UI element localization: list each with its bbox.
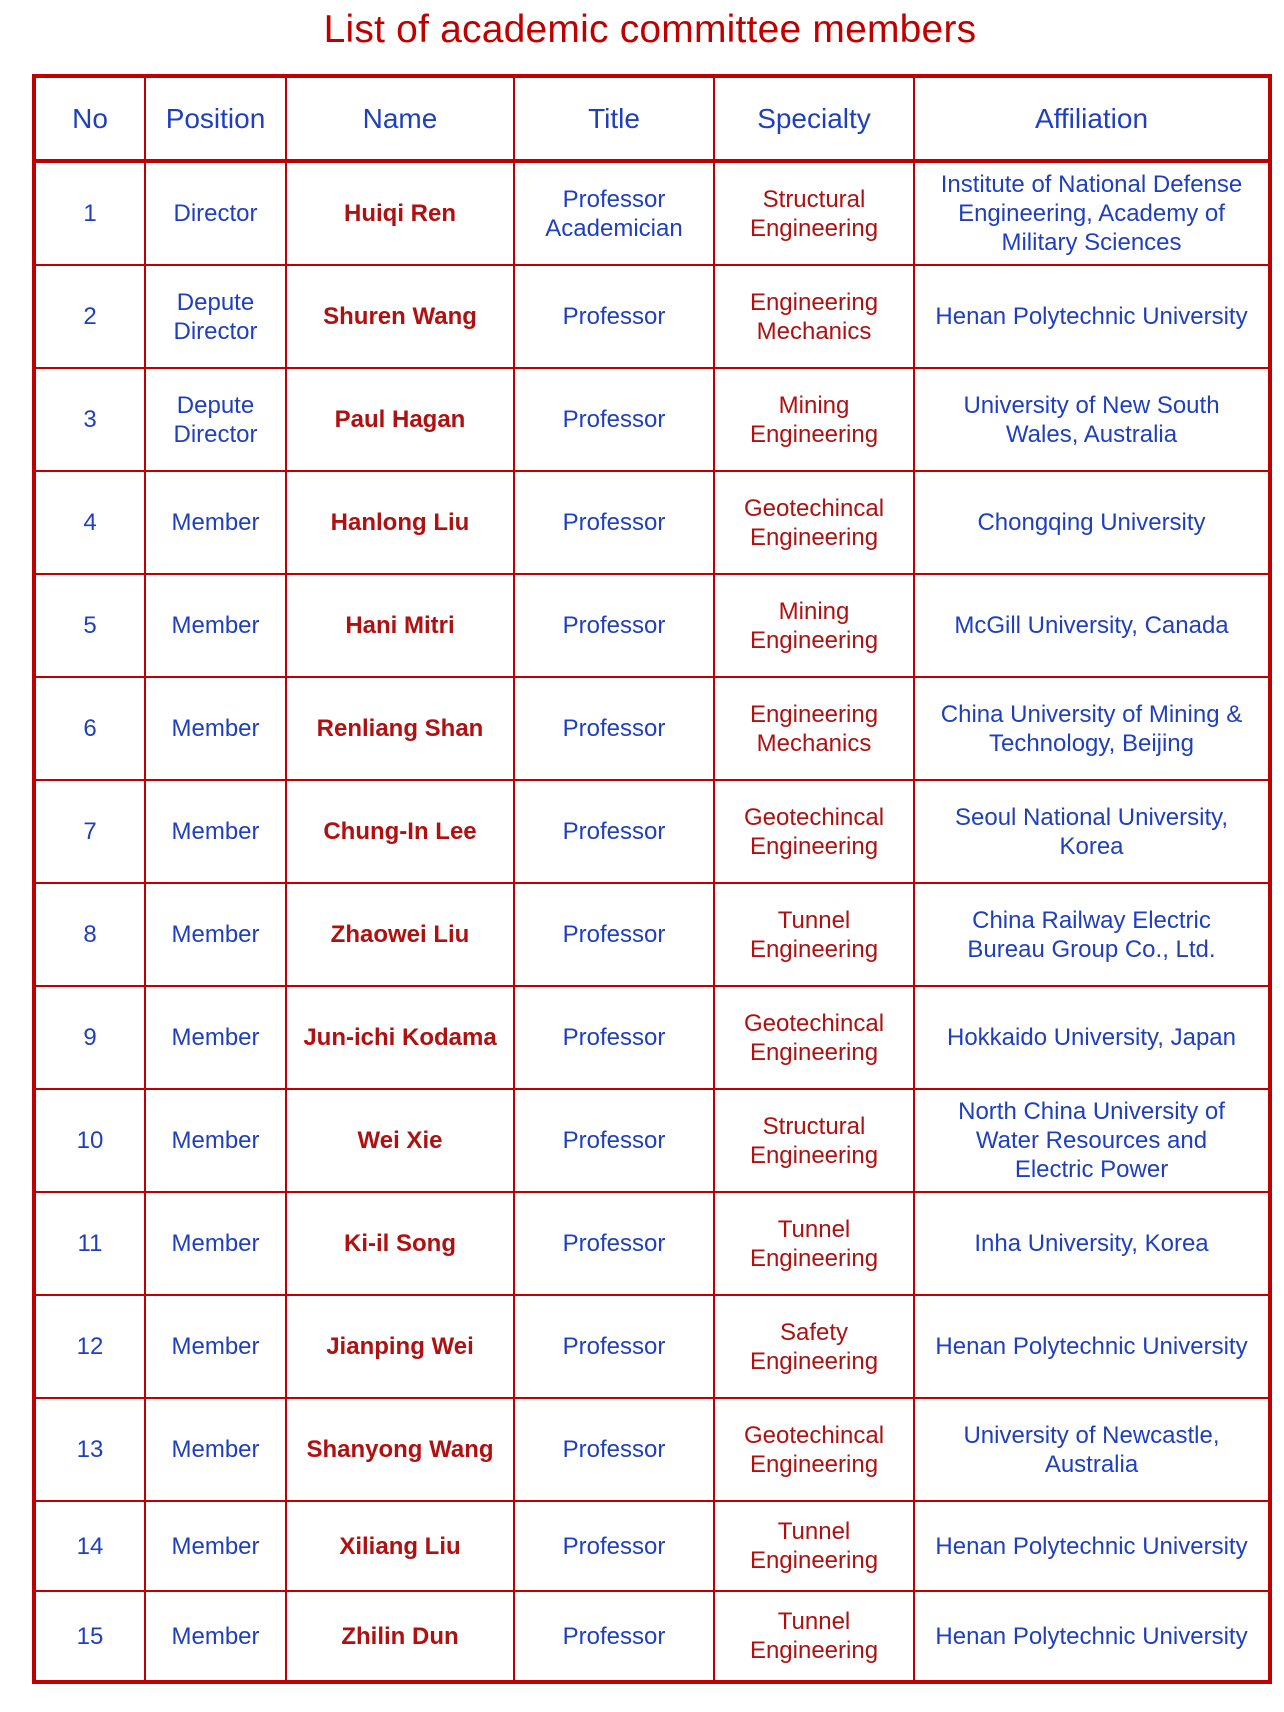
member-name: Zhilin Dun: [286, 1591, 514, 1682]
member-position: Member: [145, 986, 286, 1089]
member-no: 11: [34, 1192, 145, 1295]
member-affiliation: Henan Polytechnic University: [914, 265, 1270, 368]
member-no: 14: [34, 1501, 145, 1591]
member-affiliation: Hokkaido University, Japan: [914, 986, 1270, 1089]
member-title: Professor: [514, 1295, 714, 1398]
table-row: [34, 677, 1270, 780]
member-specialty: Tunnel Engineering: [714, 883, 914, 986]
member-affiliation: University of New South Wales, Australia: [914, 368, 1270, 471]
member-title: Professor: [514, 1591, 714, 1682]
member-specialty: Engineering Mechanics: [714, 265, 914, 368]
member-name: Shuren Wang: [286, 265, 514, 368]
table-row: [34, 883, 1270, 986]
members-body: [34, 161, 1270, 1682]
member-name: Wei Xie: [286, 1089, 514, 1192]
member-affiliation: Inha University, Korea: [914, 1192, 1270, 1295]
member-position: Member: [145, 677, 286, 780]
header-title: Title: [514, 76, 714, 161]
table-row: [34, 265, 1270, 368]
member-title: Professor: [514, 265, 714, 368]
member-title: Professor: [514, 1089, 714, 1192]
member-affiliation: Henan Polytechnic University: [914, 1295, 1270, 1398]
member-title: Professor: [514, 1501, 714, 1591]
member-no: 9: [34, 986, 145, 1089]
member-title: Professor Academician: [514, 161, 714, 265]
member-name: Xiliang Liu: [286, 1501, 514, 1591]
member-specialty: Tunnel Engineering: [714, 1501, 914, 1591]
member-name: Hani Mitri: [286, 574, 514, 677]
member-position: Member: [145, 1192, 286, 1295]
member-name: Huiqi Ren: [286, 161, 514, 265]
member-position: Member: [145, 1089, 286, 1192]
member-specialty: Structural Engineering: [714, 161, 914, 265]
member-position: Member: [145, 780, 286, 883]
table-row: [34, 574, 1270, 677]
page-title: List of academic committee members: [323, 8, 977, 51]
member-position: Member: [145, 1501, 286, 1591]
member-specialty: Tunnel Engineering: [714, 1192, 914, 1295]
member-title: Professor: [514, 1192, 714, 1295]
member-title: Professor: [514, 1398, 714, 1501]
member-position: Member: [145, 574, 286, 677]
member-specialty: Engineering Mechanics: [714, 677, 914, 780]
member-specialty: Geotechincal Engineering: [714, 471, 914, 574]
table-row: [34, 471, 1270, 574]
member-affiliation: McGill University, Canada: [914, 574, 1270, 677]
table-row: [34, 368, 1270, 471]
member-position: Depute Director: [145, 265, 286, 368]
member-name: Renliang Shan: [286, 677, 514, 780]
table-row: [34, 1192, 1270, 1295]
member-name: Hanlong Liu: [286, 471, 514, 574]
member-affiliation: Henan Polytechnic University: [914, 1501, 1270, 1591]
member-affiliation: Chongqing University: [914, 471, 1270, 574]
member-specialty: Geotechincal Engineering: [714, 780, 914, 883]
member-affiliation: China University of Mining & Technology, Beijing: [914, 677, 1270, 780]
member-affiliation: Seoul National University, Korea: [914, 780, 1270, 883]
table-row: [34, 1501, 1270, 1591]
member-specialty: Mining Engineering: [714, 574, 914, 677]
member-title: Professor: [514, 883, 714, 986]
header-name: Name: [286, 76, 514, 161]
member-title: Professor: [514, 574, 714, 677]
member-name: Paul Hagan: [286, 368, 514, 471]
member-specialty: Geotechincal Engineering: [714, 1398, 914, 1501]
member-no: 7: [34, 780, 145, 883]
member-no: 1: [34, 161, 145, 265]
member-affiliation: Institute of National Defense Engineering, Academy of Military Sciences: [914, 161, 1270, 265]
header-specialty: Specialty: [714, 76, 914, 161]
member-no: 5: [34, 574, 145, 677]
member-title: Professor: [514, 780, 714, 883]
header-row: [34, 76, 1270, 161]
members-table: [32, 74, 1272, 1684]
member-no: 10: [34, 1089, 145, 1192]
member-title: Professor: [514, 986, 714, 1089]
table-row: [34, 161, 1270, 265]
member-specialty: Tunnel Engineering: [714, 1591, 914, 1682]
table-row: [34, 1295, 1270, 1398]
member-position: Depute Director: [145, 368, 286, 471]
member-title: Professor: [514, 677, 714, 780]
member-name: Ki-il Song: [286, 1192, 514, 1295]
member-no: 12: [34, 1295, 145, 1398]
member-affiliation: University of Newcastle, Australia: [914, 1398, 1270, 1501]
member-specialty: Safety Engineering: [714, 1295, 914, 1398]
member-position: Member: [145, 1398, 286, 1501]
header-no: No: [34, 76, 145, 161]
member-specialty: Geotechincal Engineering: [714, 986, 914, 1089]
member-no: 4: [34, 471, 145, 574]
member-no: 13: [34, 1398, 145, 1501]
member-position: Member: [145, 471, 286, 574]
member-no: 15: [34, 1591, 145, 1682]
member-title: Professor: [514, 471, 714, 574]
table-row: [34, 1591, 1270, 1682]
table-row: [34, 1398, 1270, 1501]
member-name: Jun-ichi Kodama: [286, 986, 514, 1089]
member-no: 2: [34, 265, 145, 368]
member-position: Member: [145, 883, 286, 986]
table-row: [34, 986, 1270, 1089]
member-name: Chung-In Lee: [286, 780, 514, 883]
member-affiliation: Henan Polytechnic University: [914, 1591, 1270, 1682]
member-position: Member: [145, 1591, 286, 1682]
member-no: 6: [34, 677, 145, 780]
member-specialty: Structural Engineering: [714, 1089, 914, 1192]
member-affiliation: North China University of Water Resources and Electric Power: [914, 1089, 1270, 1192]
member-name: Jianping Wei: [286, 1295, 514, 1398]
member-position: Director: [145, 161, 286, 265]
member-title: Professor: [514, 368, 714, 471]
member-no: 8: [34, 883, 145, 986]
member-specialty: Mining Engineering: [714, 368, 914, 471]
member-name: Zhaowei Liu: [286, 883, 514, 986]
table-row: [34, 1089, 1270, 1192]
header-position: Position: [145, 76, 286, 161]
member-no: 3: [34, 368, 145, 471]
member-name: Shanyong Wang: [286, 1398, 514, 1501]
member-position: Member: [145, 1295, 286, 1398]
member-affiliation: China Railway Electric Bureau Group Co., Ltd.: [914, 883, 1270, 986]
table-row: [34, 780, 1270, 883]
header-affiliation: Affiliation: [914, 76, 1270, 161]
